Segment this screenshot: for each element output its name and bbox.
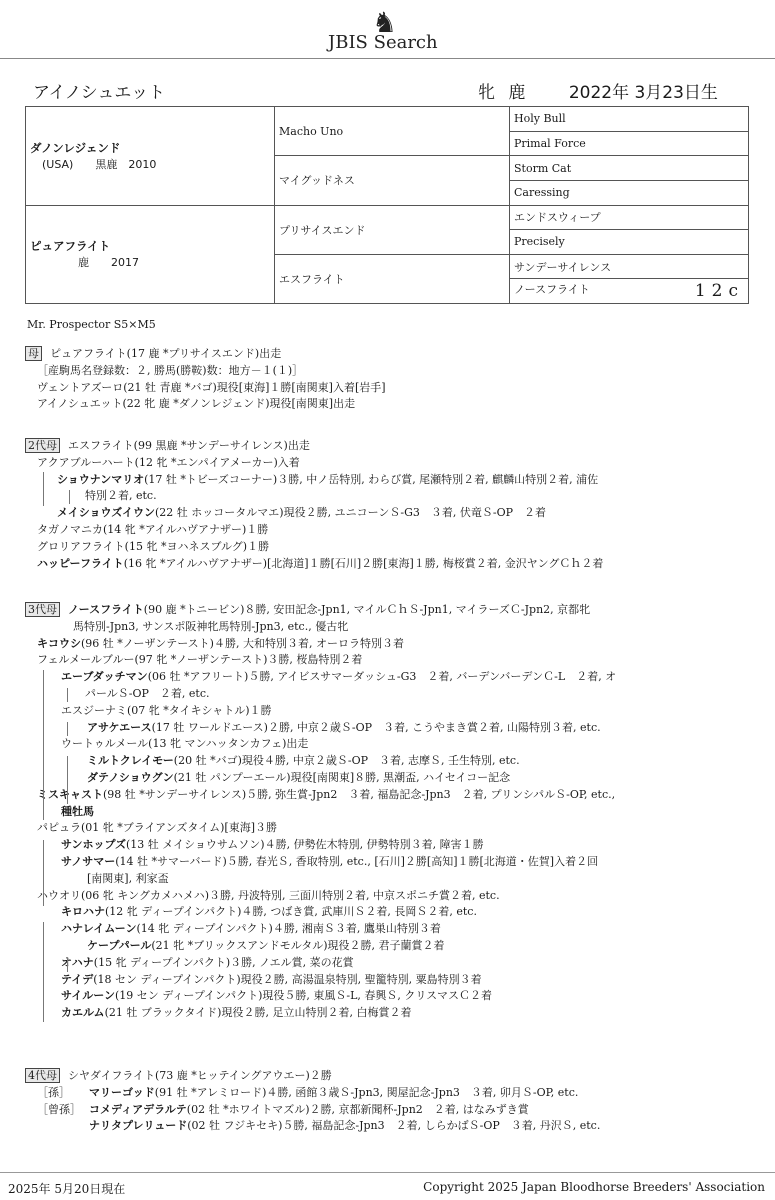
- third-dam-name[interactable]: ノースフライト: [68, 603, 144, 616]
- dam-cell[interactable]: [26, 205, 275, 304]
- sss[interactable]: Holy Bull: [510, 107, 749, 132]
- family-entry[interactable]: ウートゥルメール(13 牝 マンハッタンカフェ)出走: [61, 737, 309, 751]
- dam-dam[interactable]: エスフライト: [275, 254, 510, 303]
- tree-line: [43, 840, 44, 906]
- family-entry[interactable]: ［孫］ マリーゴッド(91 牡 *アレミロード)４勝, 函館３歳Ｓ-Jpn3, 関屋記念-Jpn3 ３着, 卯月Ｓ-OP, etc.: [37, 1085, 579, 1099]
- sire-name[interactable]: ダノンレジェンド: [30, 140, 121, 155]
- dds[interactable]: サンデーサイレンス: [510, 254, 749, 279]
- ssd[interactable]: Primal Force: [510, 131, 749, 156]
- family-entry[interactable]: サノサマー(14 牡 *サマーバード)５勝, 春光Ｓ, 香取特別, etc., [石川]２勝[高知]１勝[北海道・佐賀]入着２回: [61, 854, 599, 868]
- dss[interactable]: エンドスウィープ: [510, 205, 749, 230]
- family-entry[interactable]: アサケエース(17 牡 ワールドエース)２勝, 中京２歳Ｓ-OP ３着, こうやまき賞２着, 山陽特別３着, etc.: [87, 720, 601, 734]
- fourth-dam-line: シヤダイフライト(73 鹿 *ヒッテイングアウエー)２勝: [68, 1069, 332, 1082]
- family-entry[interactable]: カエルム(21 牡 ブラックタイド)現役２勝, 足立山特別２着, 白梅賞２着: [61, 1006, 412, 1020]
- dam-foal[interactable]: ヴェントアズーロ(21 牡 青鹿 *バゴ)現役[東海]１勝[南関東]入着[岩手]: [37, 380, 386, 394]
- third-dam-tag: 3代母: [25, 602, 60, 617]
- sire-detail: (USA) 黒鹿 2010: [42, 157, 157, 171]
- family-entry[interactable]: ［曾孫］ コメディアデラルテ(02 牡 *ホワイトマズル)２勝, 京都新聞杯-Jpn2 ２着, はなみずき賞: [37, 1102, 529, 1116]
- horse-sex: 牝: [478, 83, 495, 103]
- family-entry[interactable]: サイルーン(19 セン ディープインパクト)現役５勝, 東風Ｓ-L, 春興Ｓ, クリスマスＣ２着: [61, 989, 492, 1003]
- dam-detail: 鹿 2017: [78, 256, 139, 270]
- jbis-logo[interactable]: [328, 8, 458, 54]
- family-entry[interactable]: メイショウズイウン(22 牡 ホッコータルマエ)現役２勝, ユニコーンＳ-G3 ３着, 伏竜Ｓ-OP ２着: [57, 506, 546, 520]
- dam-summary: ［産駒馬名登録数：２, 勝馬(勝鞍)数：地方－１(１)］: [37, 363, 304, 377]
- pedigree-table: [25, 106, 749, 304]
- ddd[interactable]: ノースフライト: [514, 283, 590, 297]
- family-entry[interactable]: ミスキャスト(98 牡 *サンデーサイレンス)５勝, 弥生賞-Jpn2 ３着, 福島記念-Jpn3 ２着, プリンシパルＳ-OP, etc.,: [37, 787, 616, 801]
- tree-line: [69, 490, 70, 504]
- family-entry[interactable]: ダテノショウグン(21 牡 パンプーエール)現役[南関東]８勝, 黒潮盃, ハイセイコー記念: [87, 770, 511, 784]
- inbreeding-note: Mr. Prospector S5×M5: [27, 318, 156, 331]
- third-dam-line2: 馬特別-Jpn3, サンスポ阪神牝馬特別-Jpn3, etc., 優古牝: [73, 619, 349, 633]
- dam-tag: 母: [25, 346, 42, 361]
- horse-attributes: [478, 78, 726, 103]
- dam-name[interactable]: ピュアフライト: [30, 239, 111, 254]
- family-entry[interactable]: ハウオリ(06 牝 キングカメハメハ)３勝, 丹波特別, 三面川特別２着, 中京スポニチ賞２着, etc.: [37, 888, 500, 902]
- sds[interactable]: Storm Cat: [510, 156, 749, 181]
- sire-dam[interactable]: マイグッドネス: [275, 156, 510, 205]
- horse-color: 鹿: [508, 83, 526, 103]
- family-entry[interactable]: フェルメールブルー(97 牝 *ノーザンテースト)３勝, 桜島特別２着: [37, 653, 363, 667]
- family-entry[interactable]: グロリアフライト(15 牝 *ヨハネスブルグ)１勝: [37, 539, 270, 553]
- family-entry[interactable]: パピュラ(01 牝 *ブライアンズタイム)[東海]３勝: [37, 821, 278, 835]
- family-entry[interactable]: エーブダッチマン(06 牡 *アフリート)５勝, アイビスサマーダッシュ-G3 ２着, バーデンバーデンＣ-L ２着, オ: [61, 670, 617, 684]
- second-dam-tag: 2代母: [25, 438, 60, 453]
- footer-divider: [0, 1172, 775, 1173]
- dam-foal[interactable]: アイノシュエット(22 牝 鹿 *ダノンレジェンド)現役[南関東]出走: [37, 397, 356, 411]
- sire-sire[interactable]: Macho Uno: [275, 107, 510, 156]
- family-entry[interactable]: キロハナ(12 牝 ディープインパクト)４勝, つばき賞, 武庫川Ｓ２着, 長岡Ｓ２着, etc.: [61, 905, 477, 919]
- sdd[interactable]: Caressing: [510, 180, 749, 205]
- family-entry-cont: 特別２着, etc.: [85, 489, 157, 503]
- tree-line: [67, 958, 68, 972]
- horse-head-icon: ♞: [372, 6, 398, 39]
- family-entry[interactable]: ショウナンマリオ(17 牡 *トビーズコーナー)３勝, 中ノ岳特別, わらび賞, 尾瀬特別２着, 麒麟山特別２着, 浦佐: [57, 472, 599, 486]
- family-entry[interactable]: テイデ(18 セン ディープインパクト)現役２勝, 高湯温泉特別, 聖籠特別, 粟島特別３着: [61, 972, 482, 986]
- family-entry[interactable]: タガノマニカ(14 牝 *アイルハヴアナザー)１勝: [37, 522, 269, 536]
- family-entry[interactable]: エスジーナミ(07 牝 *タイキシャトル)１勝: [61, 703, 272, 717]
- family-entry-cont: 種牡馬: [61, 804, 94, 818]
- family-code: 12c: [694, 281, 744, 302]
- family-entry[interactable]: サンホップズ(13 牡 メイショウサムソン)４勝, 伊勢佐木特別, 伊勢特別３着, 障害１勝: [61, 838, 484, 852]
- third-dam-line: (90 鹿 *トニービン)８勝, 安田記念-Jpn1, マイルＣｈＳ-Jpn1, マイラーズＣ-Jpn2, 京都牝: [143, 603, 591, 616]
- family-entry[interactable]: ケープパール(21 牝 *ブリックスアンドモルタル)現役２勝, 君子蘭賞２着: [87, 938, 445, 952]
- dam-sire[interactable]: プリサイスエンド: [275, 205, 510, 254]
- family-entry[interactable]: オハナ(15 牝 ディープインパクト)３勝, ノエル賞, 菜の花賞: [61, 955, 354, 969]
- family-entry-cont: [南関東], 利家盃: [87, 871, 169, 885]
- sire-cell[interactable]: [26, 107, 275, 206]
- tree-line: [43, 922, 44, 1022]
- tree-line: [43, 670, 44, 820]
- tree-line: [67, 722, 68, 736]
- horse-name: アイノシュエット: [33, 83, 166, 103]
- family-entry[interactable]: アクアブルーハート(12 牝 *エンパイアメーカー)入着: [37, 455, 300, 469]
- fourth-dam-section: [25, 1068, 755, 1135]
- family-entry[interactable]: ハナレイムーン(14 牝 ディープインパクト)４勝, 湘南Ｓ３着, 鷹巣山特別３着: [61, 922, 441, 936]
- family-entry-cont: パールＳ-OP ２着, etc.: [85, 686, 210, 700]
- family-entry[interactable]: キコウシ(96 牡 *ノーザンテースト)４勝, 大和特別３着, オーロラ特別３着: [37, 636, 404, 650]
- family-entry[interactable]: ナリタプレリュード(02 牡 フジキセキ)５勝, 福島記念-Jpn3 ２着, しらかばＳ-OP ３着, 丹沢Ｓ, etc.: [89, 1119, 601, 1133]
- third-dam-section: [25, 602, 755, 1022]
- logo-text: JBIS Search: [328, 32, 438, 53]
- fourth-dam-tag: 4代母: [25, 1068, 60, 1083]
- dam-line: ピュアフライト(17 鹿 *プリサイスエンド)出走: [50, 347, 282, 360]
- header-divider: [0, 58, 775, 59]
- as-of-date: 2025年 5月20日現在: [8, 1182, 126, 1196]
- tree-line: [43, 472, 44, 506]
- family-entry[interactable]: ミルトクレイモー(20 牡 *バゴ)現役４勝, 中京２歳Ｓ-OP ３着, 志摩Ｓ, 壬生特別, etc.: [87, 754, 520, 768]
- dam-section: [25, 346, 755, 413]
- dsd[interactable]: Precisely: [510, 230, 749, 255]
- tree-line: [67, 688, 68, 702]
- copyright: Copyright 2025 Japan Bloodhorse Breeders' Association: [423, 1180, 765, 1194]
- second-dam-line: エスフライト(99 黒鹿 *サンデーサイレンス)出走: [68, 439, 310, 452]
- family-entry[interactable]: ハッピーフライト(16 牝 *アイルハヴアナザー)[北海道]１勝[石川]２勝[東海]１勝, 梅桜賞２着, 金沢ヤングＣｈ２着: [37, 556, 604, 570]
- tree-line: [67, 756, 68, 804]
- horse-birthdate: 2022年 3月23日生: [568, 83, 718, 103]
- ddd-cell: [510, 279, 749, 304]
- second-dam-section: [25, 438, 755, 572]
